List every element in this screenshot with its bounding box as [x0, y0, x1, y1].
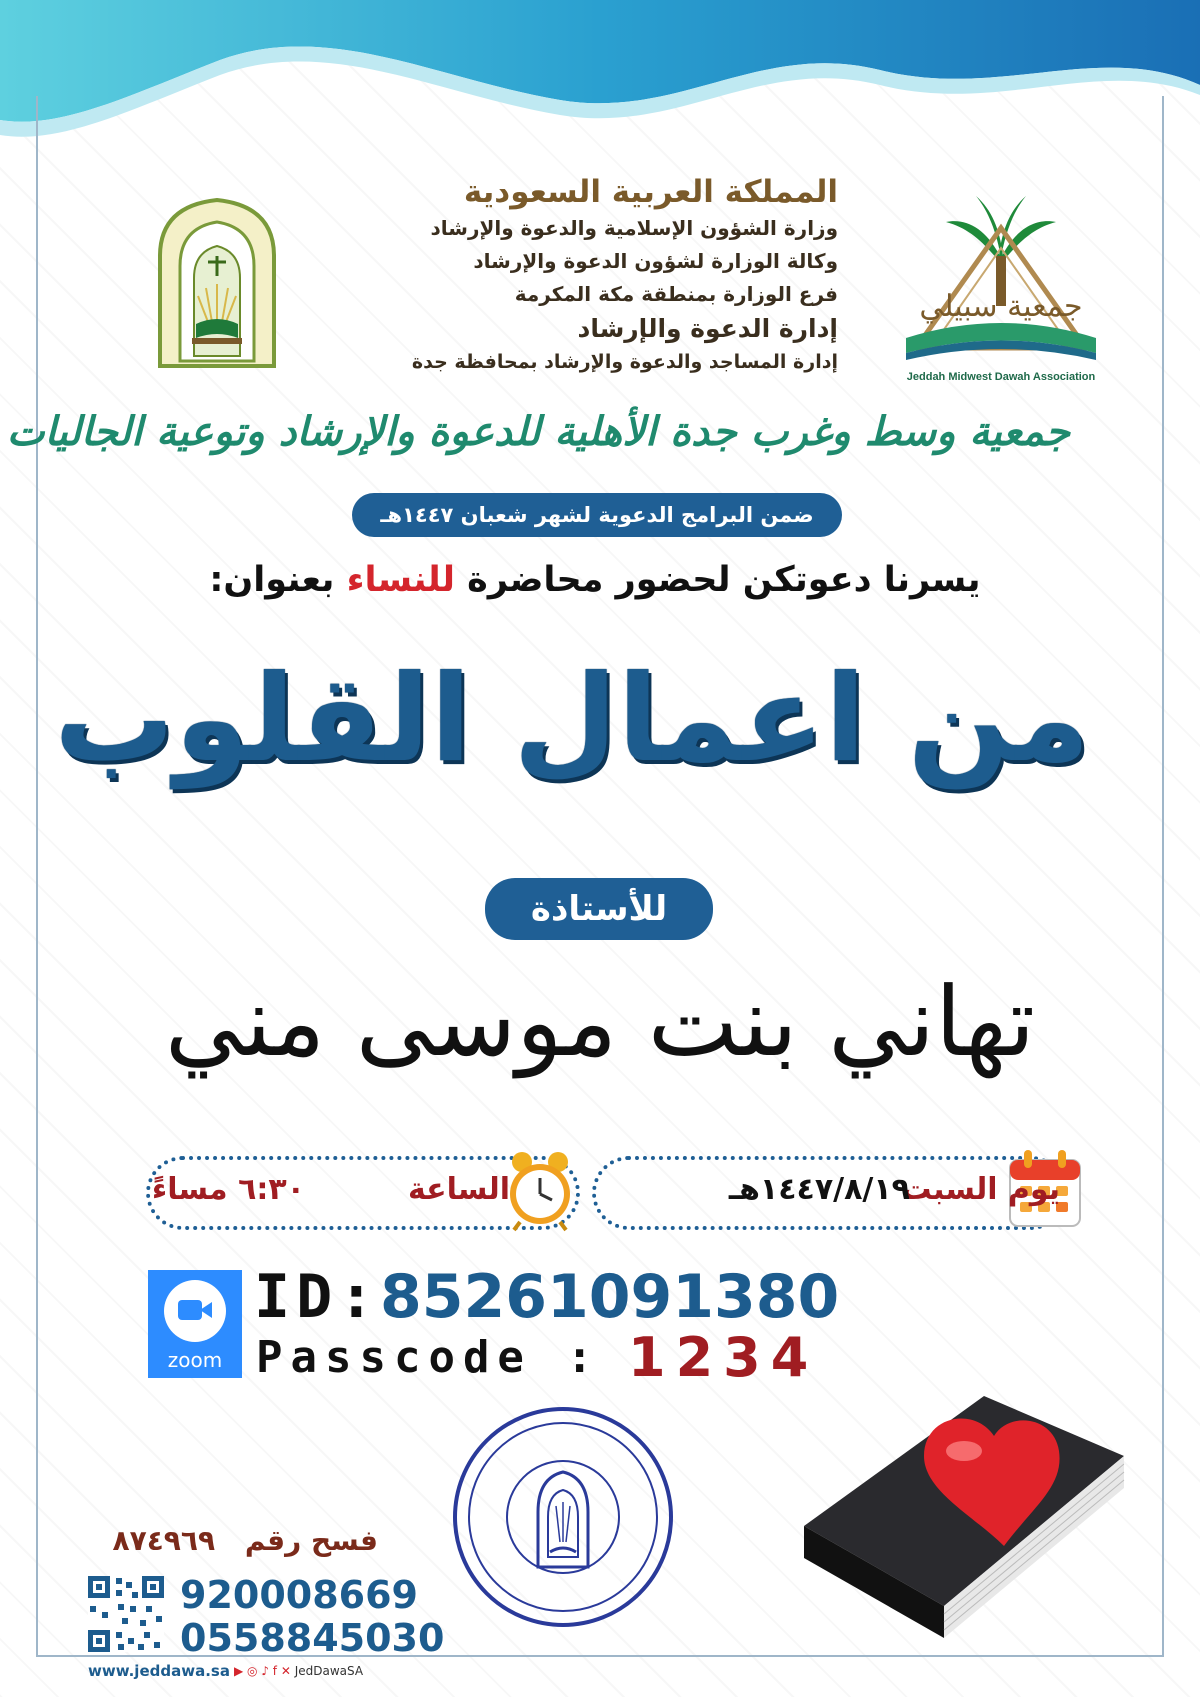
agency-line: وكالة الوزارة لشؤون الدعوة والإرشاد: [473, 249, 838, 273]
invite-after: بعنوان:: [209, 560, 335, 600]
header-text: [378, 172, 838, 379]
social-handle-text: JedDawaSA: [294, 1664, 364, 1678]
top-wave-decoration: [0, 0, 1200, 170]
lecture-title: من اعمال القلوب: [54, 650, 1090, 789]
invite-highlight: للنساء: [346, 560, 455, 600]
passcode-label: Passcode :: [256, 1332, 601, 1383]
invite-line: [180, 560, 1010, 600]
admin-line: إدارة الدعوة والإرشاد: [577, 314, 838, 343]
qr-code-icon: [88, 1576, 164, 1652]
phone-number-2: 0558845030: [180, 1616, 445, 1660]
association-logo-name: جمعية سبيلي: [919, 289, 1083, 324]
frame-left: [36, 96, 38, 1656]
event-time-label: الساعة: [407, 1172, 510, 1207]
meeting-id-value: 85261091380: [380, 1262, 840, 1332]
event-date: ١٤٤٧/٨/١٩هـ: [728, 1172, 910, 1207]
permit-line: [88, 1524, 378, 1557]
social-icons: ▶ ◎ ♪ f ✕: [234, 1664, 295, 1678]
association-title: جمعية وسط وغرب جدة الأهلية للدعوة والإرشاد وتوعية الجاليات: [6, 408, 1070, 455]
association-logo: [886, 188, 1116, 388]
teacher-label-badge: للأستاذة: [485, 878, 713, 940]
branch-line: فرع الوزارة بمنطقة مكة المكرمة: [514, 282, 838, 306]
heart-book-icon: [794, 1376, 1134, 1646]
website-link[interactable]: www.jeddawa.sa: [88, 1662, 230, 1680]
program-note-badge: ضمن البرامج الدعوية لشهر شعبان ١٤٤٧هـ: [352, 493, 842, 537]
ministry-logo: [150, 196, 285, 371]
event-day: يوم السبت: [901, 1172, 1060, 1207]
event-time: ٦:٣٠ مساءً: [151, 1172, 305, 1207]
passcode-value: 1234: [628, 1326, 819, 1389]
association-logo-english: Jeddah Midwest Dawah Association: [906, 371, 1096, 383]
speaker-name: تهاني بنت موسى مني: [164, 966, 1036, 1078]
kingdom-line: المملكة العربية السعودية: [463, 174, 838, 210]
alarm-clock-icon: [506, 1150, 574, 1232]
social-handle: [234, 1664, 363, 1678]
permit-number: ٨٧٤٩٦٩: [112, 1524, 216, 1557]
frame-right: [1162, 96, 1164, 1656]
zoom-camera-lens: [200, 1302, 212, 1318]
invite-before: يسرنا دعوتكن لحضور محاضرة: [467, 560, 981, 600]
meeting-id-label: ID:: [254, 1262, 381, 1332]
zoom-icon: [148, 1270, 242, 1378]
zoom-camera-circle: [164, 1280, 226, 1342]
mosques-line: إدارة المساجد والدعوة والإرشاد بمحافظة جدة: [411, 351, 838, 373]
zoom-camera-body: [178, 1300, 202, 1320]
ministry-stamp: [448, 1402, 678, 1632]
zoom-brand: zoom: [167, 1348, 223, 1372]
phone-number-1: 920008669: [180, 1573, 418, 1617]
ministry-line: وزارة الشؤون الإسلامية والدعوة والإرشاد: [430, 216, 838, 240]
permit-label: فسح رقم: [244, 1524, 378, 1557]
